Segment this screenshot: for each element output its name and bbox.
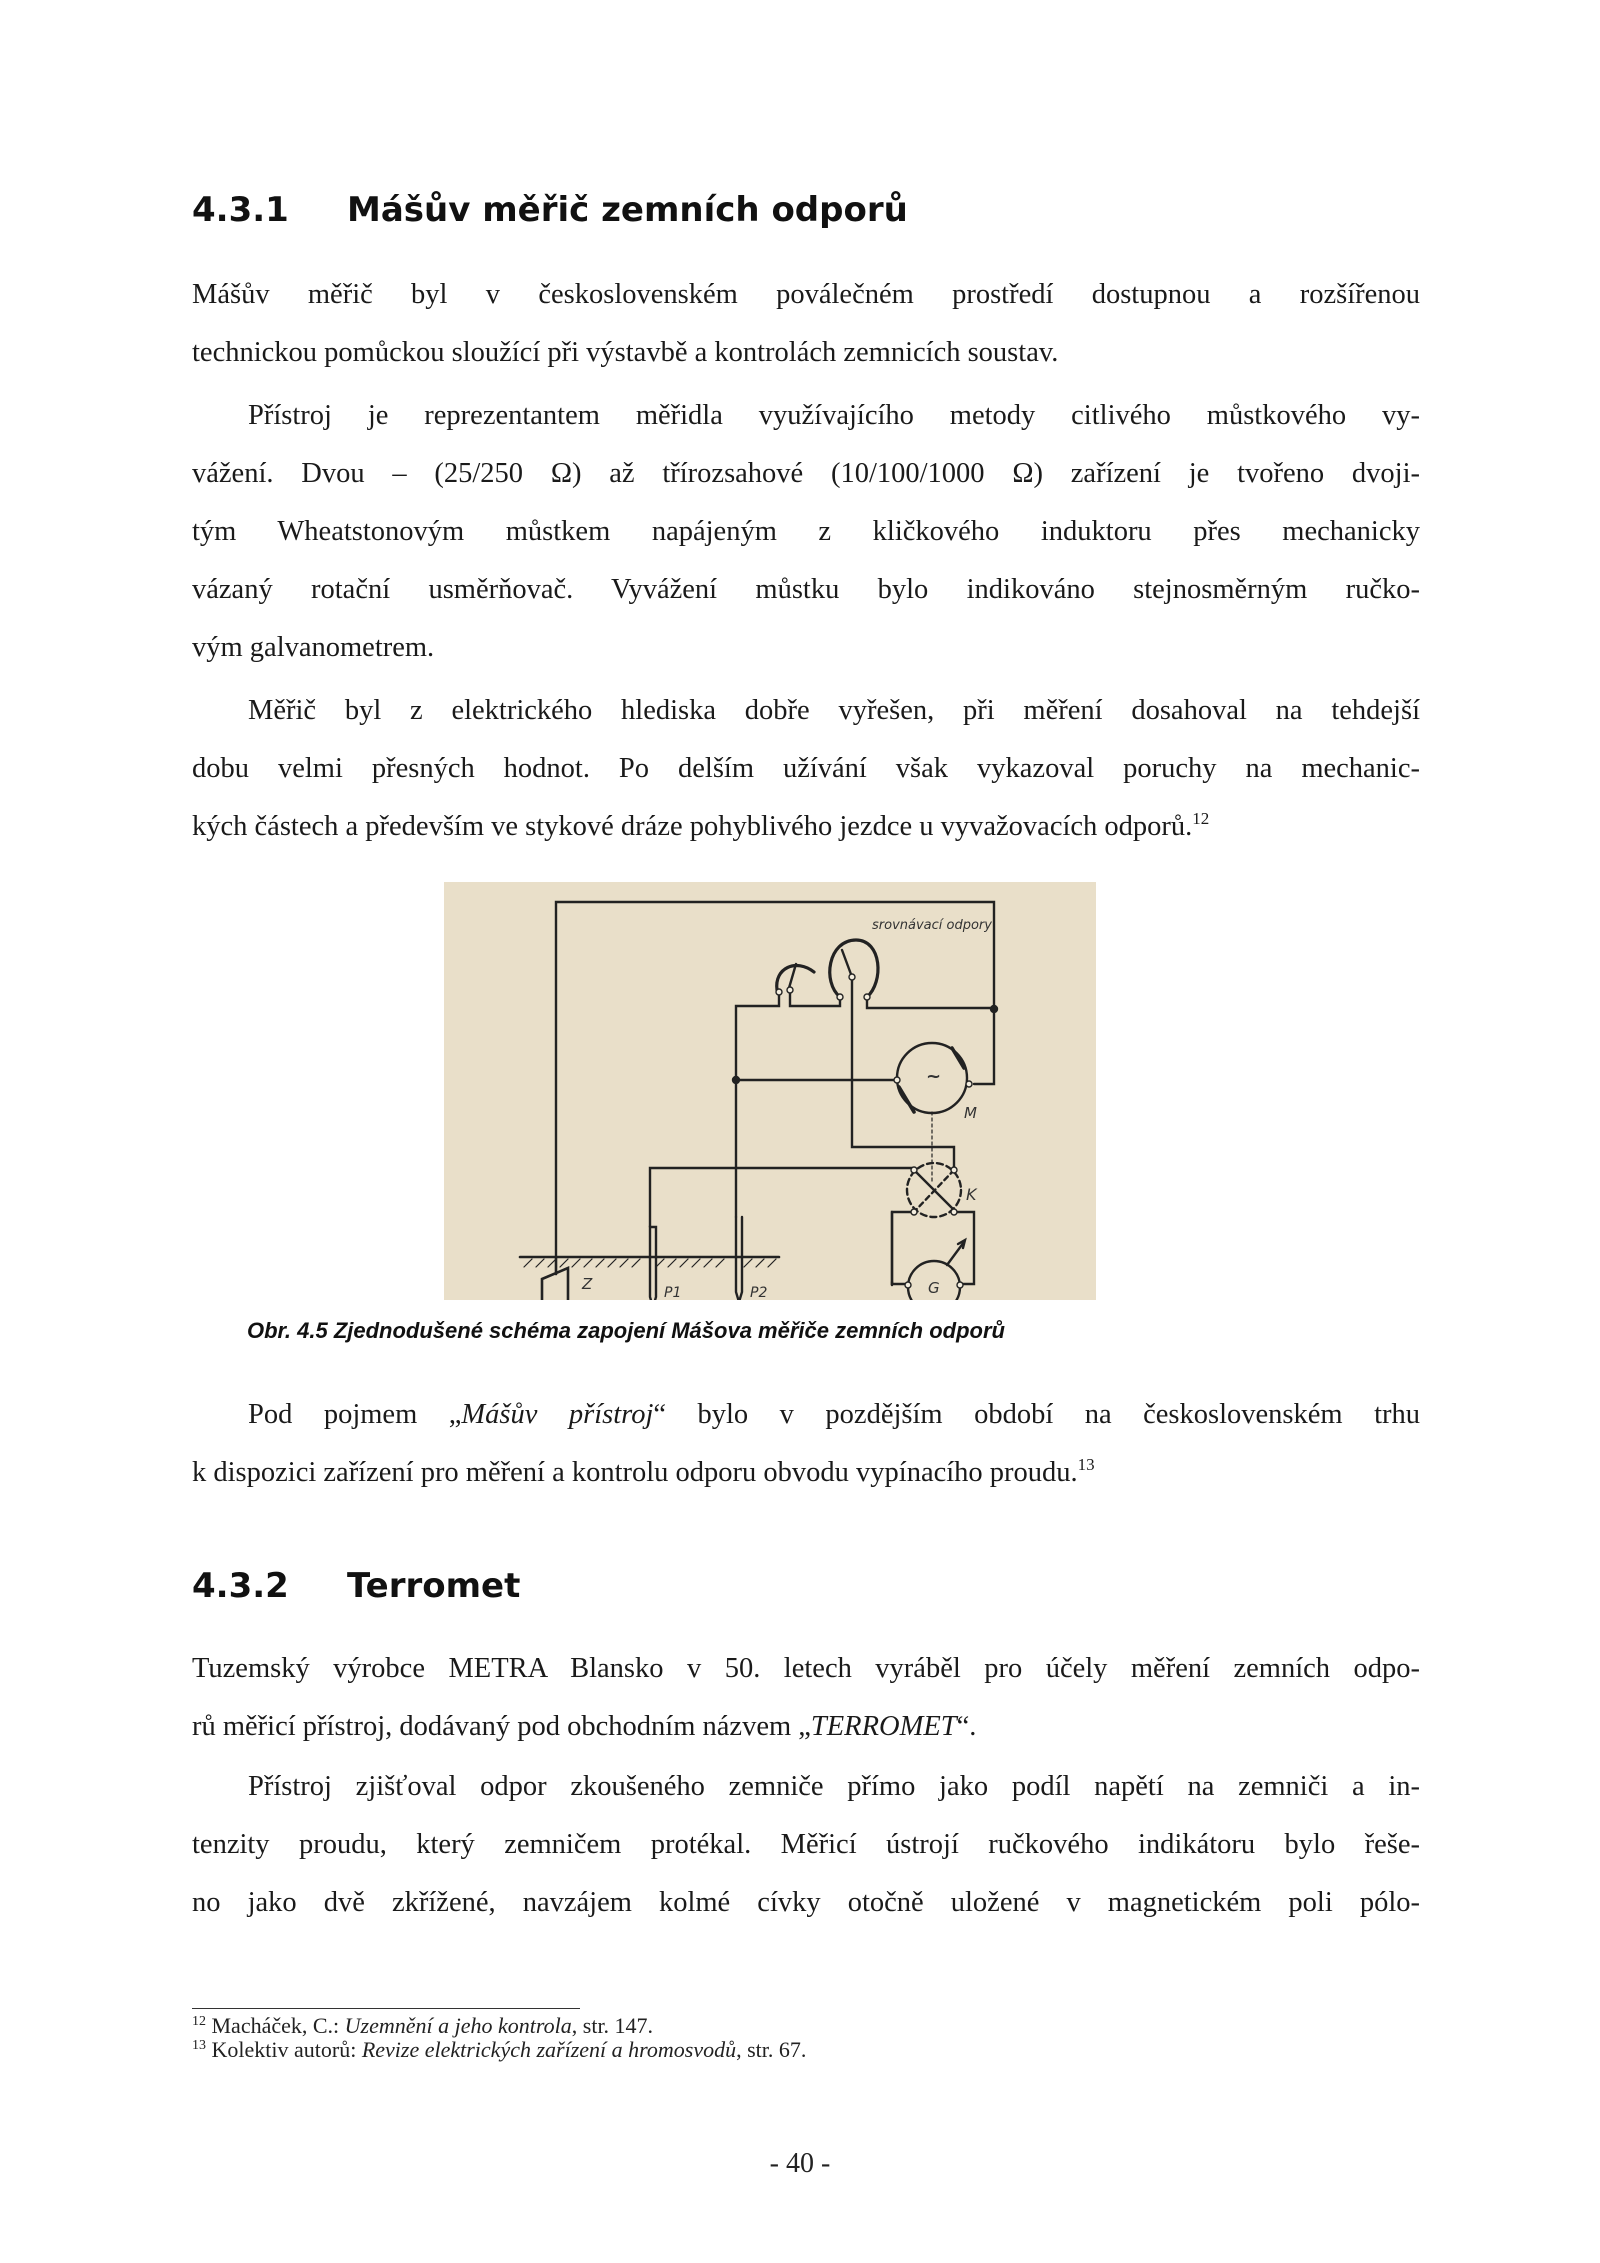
text-line: vážení. Dvou – (25/250 Ω) až třírozsahové (10/100/1000 Ω) zařízení je tvořeno dvoji- [192,458,1420,489]
label-earth-z: Z [582,1275,593,1293]
galvanometer-arrow [947,1242,964,1265]
text-line [192,798,1420,856]
wire-top-bus [736,992,779,1217]
footnote-title: Revize elektrických zařízení a hromosvodů [361,2037,737,2062]
label-comparison-resistors: srovnávací odpory [872,918,992,933]
circuit-schematic-figure [444,882,1096,1300]
footnote-ref-13[interactable]: 13 [1077,1455,1095,1474]
wire-p1 [650,1168,912,1227]
text-line: Přístroj je reprezentantem měřidla využívajícího metody citlivého můstkového vy- [248,400,1420,431]
footnote-13 [192,2038,806,2062]
page-number: - 40 - [769,2148,831,2179]
paragraph-instrument-description [192,387,1420,677]
paragraph-terromet-intro [192,1640,1420,1756]
terminal [787,987,793,993]
footnote-author: Kolektiv autorů: [211,2037,362,2062]
paragraph-intro [192,266,1420,382]
text-line: Měřič byl z elektrického hlediska dobře vyřešen, při měření dosahoval na tehdejší [248,695,1420,726]
text-line: tenzity proudu, který zemničem protékal. Měřicí ústrojí ručkového indikátoru bylo řeše- [192,1829,1420,1860]
footnote-page: , str. 147. [571,2013,654,2038]
terminal [957,1282,963,1288]
inductor-brush [952,1048,964,1068]
wire-res1-out [790,990,840,1006]
schematic-diagram [444,882,1096,1300]
section-title: Mášův měřič zemních odporů [347,190,908,230]
terminal [911,1167,917,1173]
text-line: tým Wheatstonovým můstkem napájeným z kličkového induktoru přes mechanicky [192,516,1420,547]
footnote-author: Macháček, C.: [211,2013,345,2038]
footnote-12 [192,2014,806,2038]
text-line: vázaný rotační usměrňovač. Vyvážení můstku bylo indikováno stejnosměrným ručko- [192,574,1420,605]
terminal [864,994,870,1000]
paragraph-evaluation [192,682,1420,856]
terminal [951,1209,957,1215]
section-title: Terromet [347,1566,521,1606]
text-line: Mášův měřič byl v československém poválečném prostředí dostupnou a rozšířenou [192,279,1420,310]
text-line: Tuzemský výrobce METRA Blansko v 50. letech vyráběl pro účely měření zemních odpo- [192,1653,1420,1684]
label-commutator-k: K [966,1185,977,1204]
inductor-brush [899,1087,914,1112]
italic-term: Mášův přístroj [461,1399,654,1430]
text-line [192,1698,1420,1756]
footnote-title: Uzemnění a jeho kontrola [344,2013,572,2038]
figure-caption: Obr. 4.5 Zjednodušené schéma zapojení Mášova měřiče zemních odporů [247,1318,1005,1343]
section-number: 4.3.2 [192,1566,289,1606]
text-fragment: rů měřicí přístroj, dodávaný pod obchodním názvem „ [192,1711,811,1742]
footnotes [192,2014,806,2062]
text-line: vým galvanometrem. [192,632,435,663]
section-number: 4.3.1 [192,190,289,230]
label-inductor-symbol: ~ [926,1066,942,1087]
text-fragment: “ bylo v pozdějším období na československém trhu [653,1399,1420,1430]
probe-p1-spike [650,1227,656,1300]
wire-res2-out [867,997,994,1008]
label-galvanometer-g: G [928,1279,940,1297]
section-heading-4-3-2 [192,1566,520,1606]
paragraph-masuv-pristroj [192,1386,1420,1502]
resistor-slider-2 [842,950,852,977]
junction-dot [733,1077,739,1083]
terminal [905,1282,911,1288]
footnote-separator [192,2008,580,2009]
label-probe-p1: P1 [664,1285,682,1300]
probe-p2-spike [736,1217,742,1300]
terminal [894,1077,900,1083]
text-fragment: “. [956,1711,977,1742]
terminal [776,989,782,995]
terminal [837,994,843,1000]
wire-inductor-right [974,1010,994,1084]
footnote-number: 13 [192,2038,206,2053]
terminal [911,1209,917,1215]
text-line-content: kých částech a především ve stykové dráze pohyblivého jezdce u vyvažovacích odporů. [192,811,1193,842]
section-heading-4-3-1 [192,190,908,230]
resistor-arc-2 [830,940,878,997]
wire-galvanometer-left [892,1212,907,1284]
label-inductor-m: M [964,1104,977,1122]
terminal [849,974,855,980]
text-line: no jako dvě zkřížené, navzájem kolmé cívky otočně uložené v magnetickém poli pólo- [192,1887,1420,1918]
text-line: Přístroj zjišťoval odpor zkoušeného zemniče přímo jako podíl napětí na zemniči a in- [248,1771,1420,1802]
text-fragment: Pod pojmem „ [248,1399,462,1430]
text-line [192,1386,1420,1444]
label-probe-p2: P2 [750,1285,768,1300]
italic-term: TERROMET [810,1711,957,1742]
footnote-ref-12[interactable]: 12 [1192,809,1210,828]
text-line: dobu velmi přesných hodnot. Po delším užívání však vykazoval poruchy na mechanic- [192,753,1420,784]
text-line: technickou pomůckou sloužící při výstavbě a kontrolách zemnicích soustav. [192,337,1059,368]
footnote-number: 12 [192,2014,206,2029]
text-fragment: k dispozici zařízení pro měření a kontrolu odporu obvodu vypínacího proudu. [192,1457,1078,1488]
paragraph-terromet-principle [192,1758,1420,1932]
footnote-page: , str. 67. [736,2037,807,2062]
terminal [951,1167,957,1173]
terminal [966,1081,972,1087]
text-line [192,1444,1420,1502]
